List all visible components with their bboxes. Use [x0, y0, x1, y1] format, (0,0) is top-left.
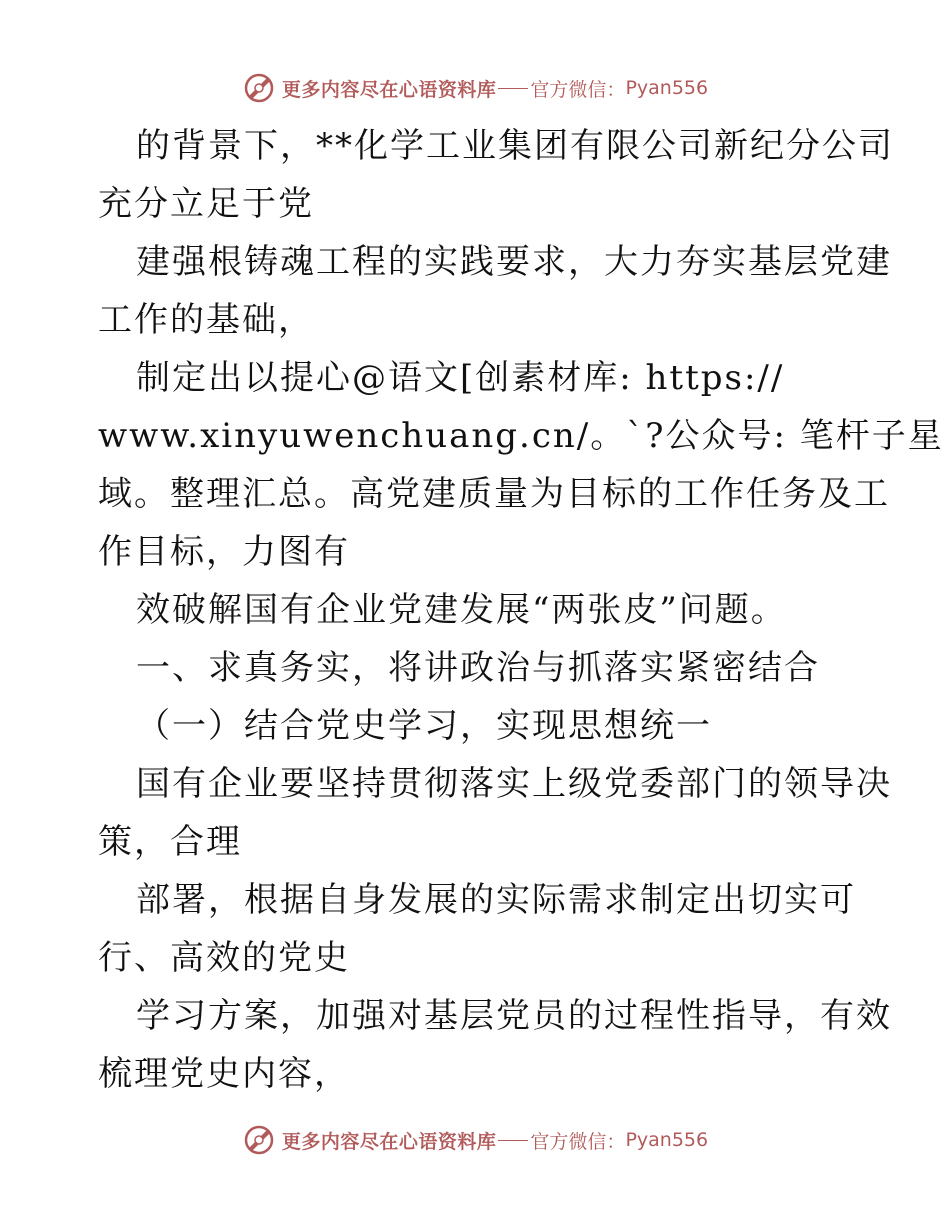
text-line: 作目标，力图有 — [98, 532, 350, 572]
watermark-dash — [498, 88, 528, 89]
quill-seal-icon — [242, 71, 276, 105]
watermark-brand: 更多内容尽在心语资料库 — [281, 78, 497, 101]
quill-seal-icon — [242, 1123, 276, 1157]
text-line: 行、高效的党史 — [98, 938, 350, 978]
footer-watermark — [0, 1120, 950, 1160]
text-line: 充分立足于党 — [98, 184, 314, 224]
text-line: 国有企业要坚持贯彻落实上级党委部门的领导决 — [136, 764, 892, 804]
watermark-id: Pyan556 — [625, 77, 709, 99]
watermark-dash — [498, 1140, 528, 1141]
section-heading: 一、求真务实，将讲政治与抓落实紧密结合 — [136, 648, 820, 688]
text-line: 效破解国有企业党建发展“两张皮”问题。 — [136, 590, 787, 630]
text-line: 建强根铸魂工程的实践要求，大力夯实基层党建 — [136, 242, 892, 282]
text-line: www.xinyuwenchuang.cn/。`?公众号: 笔杆子星 — [98, 416, 944, 456]
text-line: 域。整理汇总。高党建质量为目标的工作任务及工 — [98, 474, 890, 514]
text-line: 制定出以提心@语文[创素材库: https:// — [136, 358, 785, 398]
text-line: 策，合理 — [98, 822, 242, 862]
subsection-heading: （一）结合党史学习，实现思想统一 — [136, 706, 712, 746]
text-line: 梳理党史内容， — [98, 1054, 350, 1094]
header-watermark — [0, 68, 950, 108]
text-line: 学习方案，加强对基层党员的过程性指导，有效 — [136, 996, 892, 1036]
text-line: 工作的基础， — [98, 300, 314, 340]
watermark-brand: 更多内容尽在心语资料库 — [281, 1130, 497, 1153]
watermark-label: 官方微信： — [530, 1130, 626, 1153]
watermark-label: 官方微信： — [530, 78, 626, 101]
text-line: 部署，根据自身发展的实际需求制定出切实可 — [136, 880, 856, 920]
watermark-id: Pyan556 — [625, 1129, 709, 1151]
text-line: 的背景下，**化学工业集团有限公司新纪分公司 — [136, 126, 894, 166]
